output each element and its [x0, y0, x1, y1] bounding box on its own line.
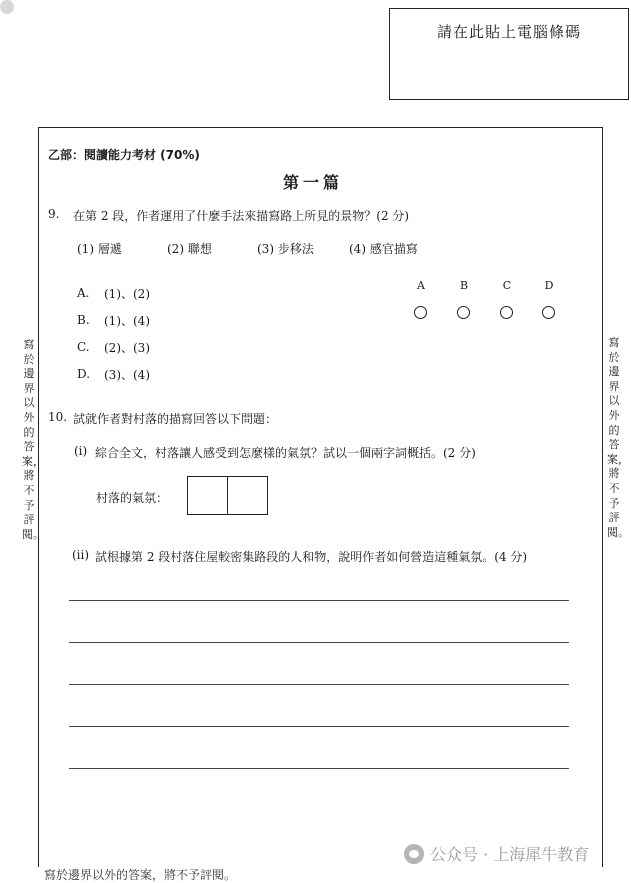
q9-choice-a-letter: A. [77, 286, 90, 300]
q9-choice-c-value: (2)、(3) [104, 341, 150, 355]
q10-number: 10. [48, 410, 68, 424]
q9-choice-d-value: (3)、(4) [104, 368, 150, 382]
barcode-box [389, 8, 629, 100]
q9-choice-c-letter: C. [77, 340, 90, 354]
answer-bubble-b[interactable] [457, 306, 470, 319]
q9-choice-d-letter: D. [77, 367, 91, 381]
q10-part-i-text: 綜合全文，村落讓人感受到怎麼樣的氣氛？試以一個兩字詞概括。(2 分) [95, 446, 476, 460]
bubble-letter-b: B [459, 279, 469, 292]
q9-technique-4: (4) 感官描寫 [349, 242, 418, 256]
watermark [404, 842, 589, 865]
bubble-letter-d: D [544, 279, 554, 292]
wechat-icon [404, 844, 424, 864]
q10-part-ii-text: 試根據第 2 段村落住屋較密集路段的人和物，說明作者如何營造這種氣氛。(4 分) [95, 550, 528, 564]
bubble-letter-c: C [502, 279, 512, 292]
footer-note: 寫於邊界以外的答案，將不予評閱。 [44, 868, 237, 882]
q9-technique-3: (3) 步移法 [257, 242, 314, 256]
q10-part-ii-label: (ii) [72, 548, 90, 562]
answer-bubble-a[interactable] [414, 306, 427, 319]
char-cell-1[interactable] [188, 477, 227, 514]
answer-bubble-c[interactable] [500, 306, 513, 319]
q9-choice-a-value: (1)、(2) [104, 287, 150, 301]
passage-title: 第一篇 [283, 173, 344, 192]
two-character-answer-box[interactable] [187, 476, 268, 515]
scan-corner-mark [0, 0, 14, 14]
q10-text: 試就作者對村落的描寫回答以下問題： [73, 412, 278, 426]
answer-line-3[interactable] [69, 684, 569, 685]
q9-number: 9. [48, 207, 60, 221]
answer-line-5[interactable] [69, 768, 569, 769]
watermark-text: 公众号 · 上海犀牛教育 [430, 845, 590, 864]
answer-line-1[interactable] [69, 600, 569, 601]
q9-text: 在第 2 段，作者運用了什麼手法來描寫路上所見的景物？(2 分) [73, 209, 410, 223]
q9-technique-1: (1) 層遞 [77, 242, 122, 256]
q9-choice-b-letter: B. [77, 313, 90, 327]
answer-line-2[interactable] [69, 642, 569, 643]
answer-line-4[interactable] [69, 726, 569, 727]
answer-bubble-d[interactable] [542, 306, 555, 319]
q9-technique-2: (2) 聯想 [167, 242, 212, 256]
char-cell-2[interactable] [227, 477, 267, 514]
atmosphere-label: 村落的氣氛： [96, 491, 169, 505]
q10-part-i-label: (i) [74, 444, 88, 458]
right-margin-note: 寫於邊界以外的答案，將不予評閱。 [607, 336, 629, 539]
q9-choice-b-value: (1)、(4) [104, 314, 150, 328]
left-margin-note: 寫於邊界以外的答案，將不予評閱。 [22, 338, 44, 541]
barcode-label: 請在此貼上電腦條碼 [436, 23, 581, 41]
section-title: 乙部：閱讀能力考材 (70%) [48, 148, 200, 162]
bubble-letter-a: A [417, 279, 425, 292]
